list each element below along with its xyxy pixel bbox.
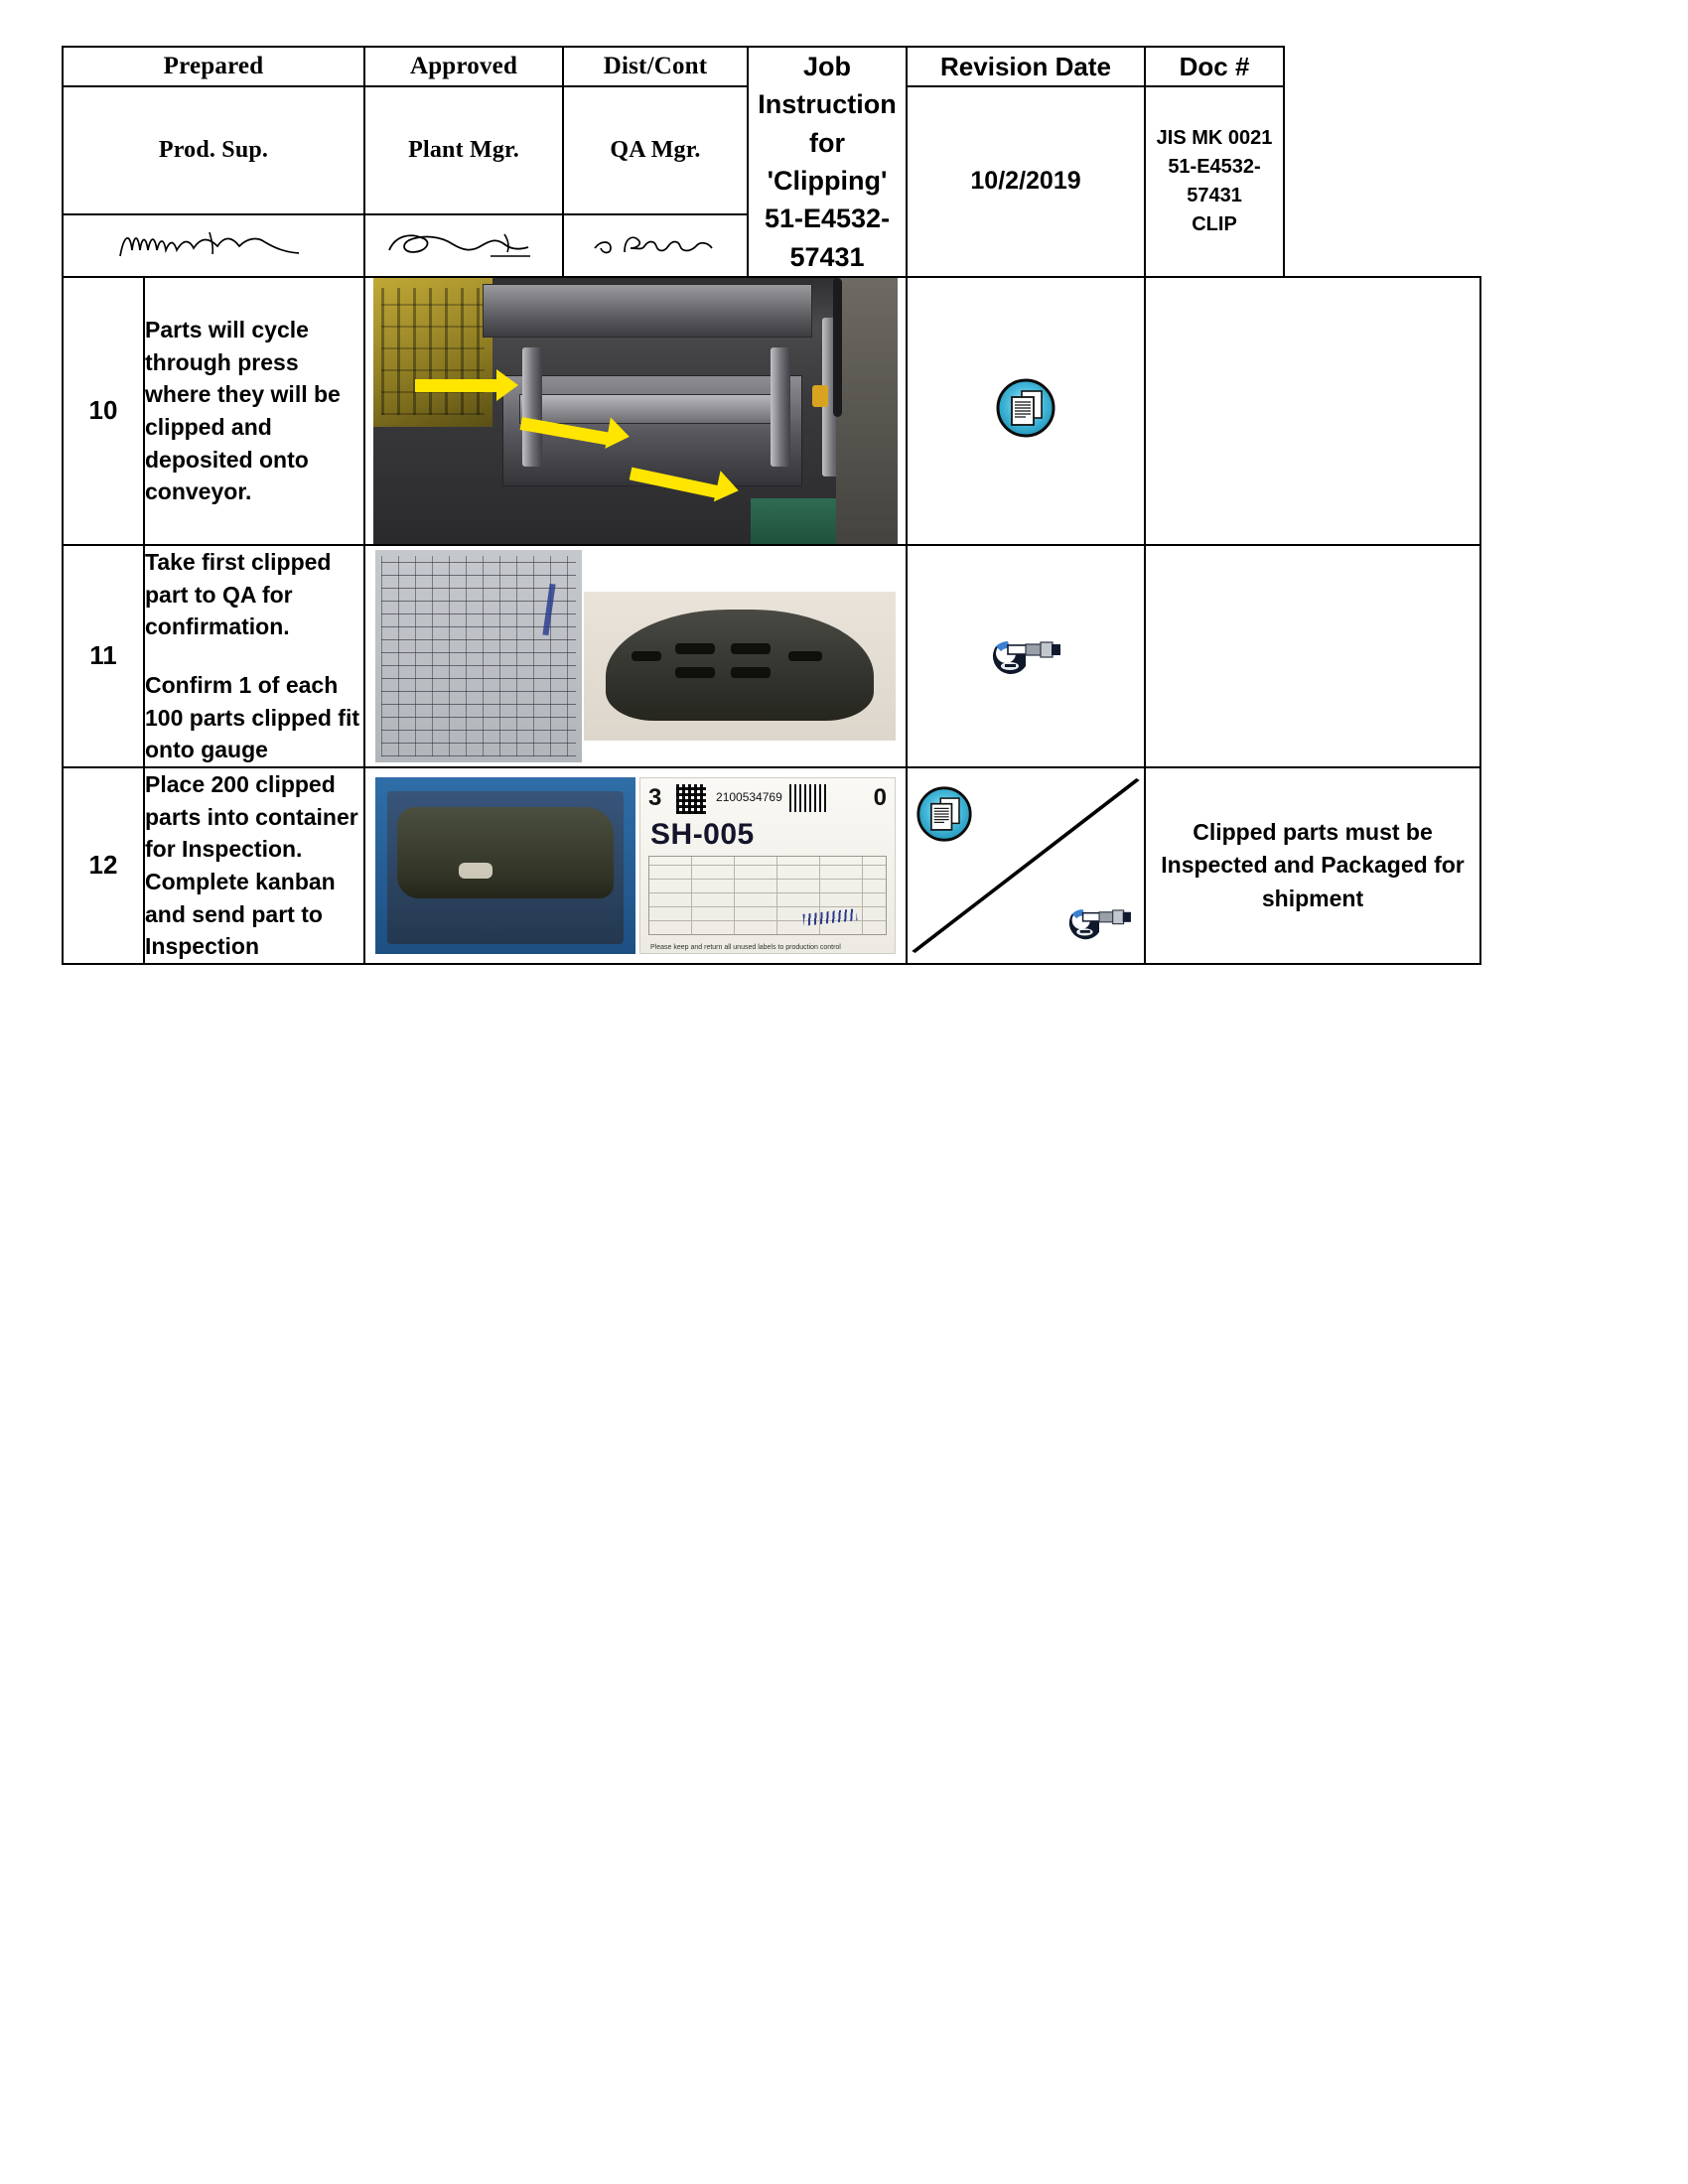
- step-11-text-a: Take first clipped part to QA for confirmation.: [145, 548, 332, 640]
- header-prepared-label: Prepared: [63, 47, 364, 86]
- part-slot-4: [731, 667, 771, 678]
- clipped-part-body: [606, 610, 874, 721]
- part-slot-2: [731, 643, 771, 654]
- press-guide-post-1: [522, 347, 542, 467]
- table-row-step-11: [63, 545, 1480, 767]
- kanban-label-photo: [639, 777, 896, 954]
- table-row-step-12: [63, 767, 1480, 964]
- document-title-line1: Job Instruction for 'Clipping': [758, 52, 897, 196]
- step-description-11: [144, 545, 364, 767]
- header-row-labels: [63, 47, 1480, 86]
- header-revision-date-label: Revision Date: [907, 47, 1145, 86]
- step-10-icon-cell: [907, 277, 1145, 545]
- header-doc-number-label: Doc #: [1145, 47, 1284, 86]
- step-11-image-cell: [364, 545, 907, 767]
- part-slot-1: [675, 643, 715, 654]
- signature-qa-mgr: [563, 214, 748, 277]
- kanban-footer-text: Please keep and return all unused labels to production control: [650, 943, 841, 951]
- step-number-10: 10: [63, 277, 144, 545]
- clipped-part-photo: [584, 592, 896, 741]
- parts-container-photo: [375, 777, 635, 954]
- kanban-code: SH-005: [650, 817, 755, 851]
- header-qa-mgr-label: QA Mgr.: [563, 86, 748, 214]
- press-top-beam: [483, 284, 812, 338]
- dual-icon-split: [908, 775, 1144, 956]
- flow-arrow-1-head: [496, 369, 518, 401]
- header-doc-number-value: [1145, 86, 1284, 277]
- step-11-text-b: Confirm 1 of each 100 parts clipped fit onto gauge: [145, 671, 360, 763]
- part-slot-5: [788, 651, 822, 661]
- doc-number-line1: JIS MK 0021: [1156, 126, 1273, 149]
- container-part-highlight: [459, 863, 492, 879]
- header-revision-date-value: 10/2/2019: [907, 86, 1145, 277]
- doc-number-line3: CLIP: [1192, 212, 1237, 235]
- step-10-text: Parts will cycle through press where they will be clipped and deposited onto conveyor.: [145, 317, 341, 505]
- step-description-10: [144, 277, 364, 545]
- signature-prod-sup: [63, 214, 364, 277]
- table-row-step-10: [63, 277, 1480, 545]
- step-10-note-cell: [1145, 277, 1480, 545]
- press-guard-panel: [373, 278, 492, 427]
- step-10-image-cell: [364, 277, 907, 545]
- press-air-hose: [833, 278, 842, 417]
- part-slot-3: [675, 667, 715, 678]
- step-12-icon-cell: [907, 767, 1145, 964]
- step-12-text-b: Complete kanban and send part to Inspection: [145, 868, 336, 960]
- header-prod-sup-label: Prod. Sup.: [63, 86, 364, 214]
- step-12-note: Clipped parts must be Inspected and Packaged for shipment: [1145, 767, 1480, 964]
- doc-number-line2: 51-E4532-57431: [1168, 155, 1261, 206]
- drawing-blue-annotation: [542, 584, 555, 635]
- job-instruction-table: [62, 46, 1481, 965]
- kanban-barcode: [789, 784, 827, 812]
- step-11-icon-cell: [907, 545, 1145, 767]
- flow-arrow-1-shaft: [415, 379, 502, 392]
- kanban-qr-code: [676, 784, 706, 814]
- signature-plant-mgr: [364, 214, 563, 277]
- step-12-text-a: Place 200 clipped parts into container for Inspection.: [145, 770, 358, 863]
- press-machine-photo: [373, 278, 898, 544]
- micrometer-icon: [1062, 899, 1136, 946]
- kanban-quantity-right: 0: [873, 783, 888, 811]
- part-slot-6: [632, 651, 661, 661]
- header-approved-label: Approved: [364, 47, 563, 86]
- press-tag: [812, 385, 828, 407]
- step-12-image-cell: [364, 767, 907, 964]
- header-plant-mgr-label: Plant Mgr.: [364, 86, 563, 214]
- step-number-12: 12: [63, 767, 144, 964]
- document-icon: [995, 377, 1056, 444]
- engineering-drawing-photo: [375, 550, 582, 762]
- kanban-part-number: 2100534769: [716, 789, 782, 804]
- press-background-wall: [836, 278, 898, 544]
- document-title-cell: [748, 47, 907, 277]
- document-title-line2: 51-E4532-57431: [764, 204, 891, 272]
- kanban-field-grid: [648, 856, 887, 935]
- step-11-note-cell: [1145, 545, 1480, 767]
- step-description-12: [144, 767, 364, 964]
- document-icon: [915, 785, 973, 848]
- press-guide-post-2: [771, 347, 790, 467]
- step-number-11: 11: [63, 545, 144, 767]
- kanban-quantity-left: 3: [648, 783, 662, 811]
- header-distcont-label: Dist/Cont: [563, 47, 748, 86]
- container-parts-pile: [397, 807, 614, 898]
- micrometer-icon: [986, 630, 1065, 681]
